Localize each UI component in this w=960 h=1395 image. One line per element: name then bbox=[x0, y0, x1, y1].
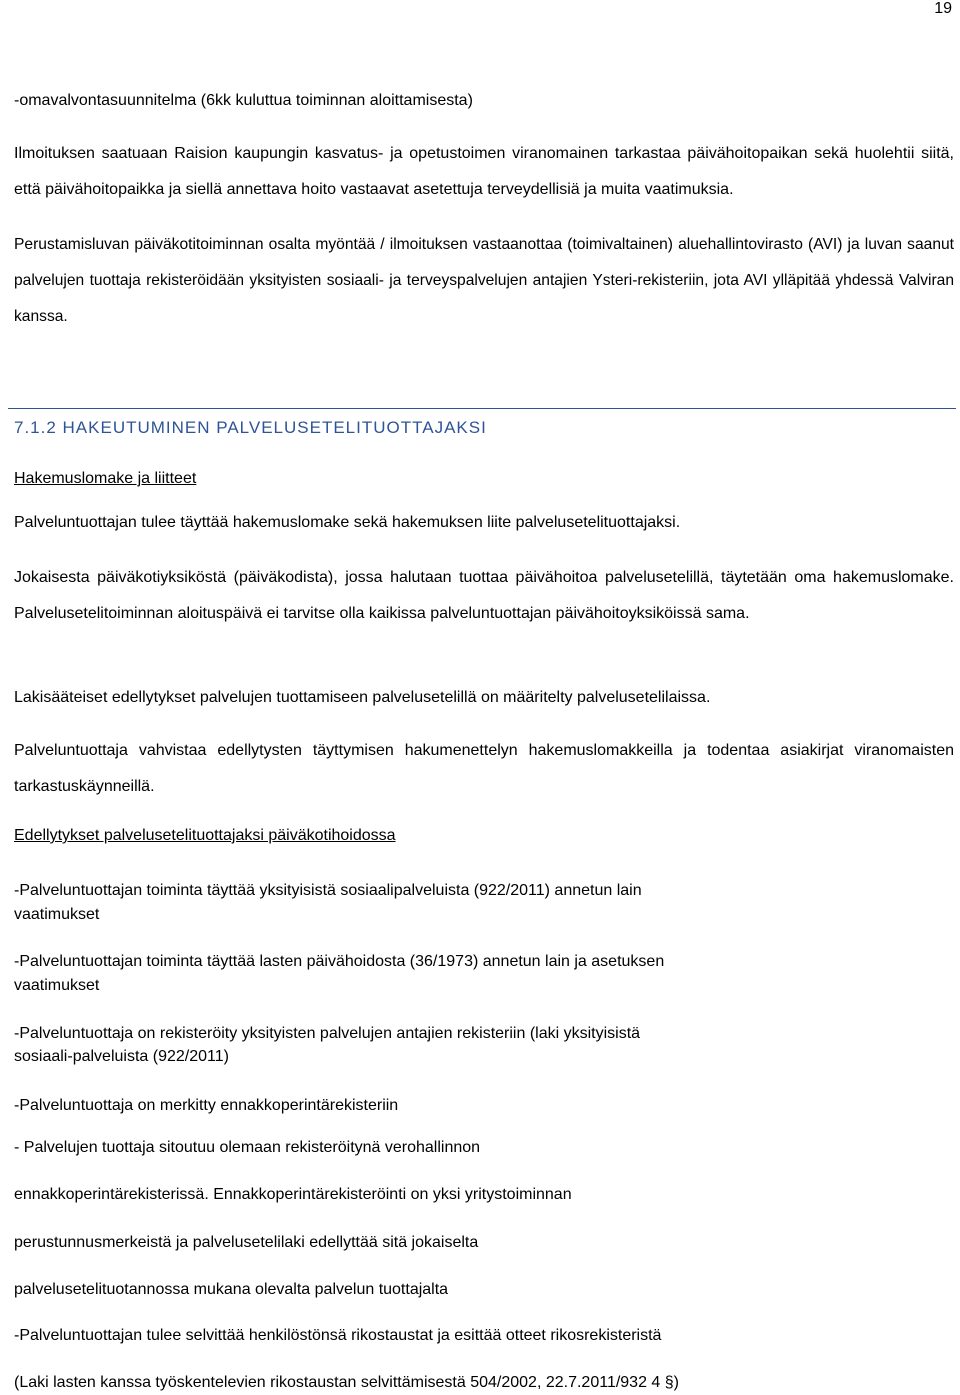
list-item: perustunnusmerkeistä ja palvelusetelilaki edellyttää sitä jokaiselta bbox=[14, 1234, 479, 1251]
heading-rule bbox=[8, 408, 956, 409]
paragraph: Palveluntuottaja vahvistaa edellytysten täyttymisen hakumenettelyn hakemuslomakkeilla ja todentaa asiakirjat viranomaisten tarkastuskäynneillä. bbox=[14, 742, 954, 795]
subheading: Hakemuslomake ja liitteet bbox=[14, 470, 197, 487]
list-item: -Palveluntuottajan tulee selvittää henkilöstönsä rikostaustat ja esittää otteet rikosrekisteristä bbox=[14, 1327, 662, 1344]
list-item: - Palvelujen tuottaja sitoutuu olemaan rekisteröitynä verohallinnon bbox=[14, 1139, 481, 1156]
list-item: -Palveluntuottaja on rekisteröity yksityisten palvelujen antajien rekisteriin (laki yksityisistä bbox=[14, 1025, 641, 1042]
list-item: vaatimukset bbox=[14, 906, 100, 923]
list-item: (Laki lasten kanssa työskentelevien rikostaustan selvittämisestä 504/2002, 22.7.2011/932 4 §) bbox=[14, 1374, 679, 1391]
paragraph: Perustamisluvan päiväkotitoiminnan osalta myöntää / ilmoituksen vastaanottaa (toimivaltainen) aluehallintovirasto (AVI) ja luvan saanut palvelujen tuottaja rekisteröidään yksityisten sosiaali- ja terveyspalvelujen antajien Ysteri-rekisteriin, jota AVI ylläpitää yhdessä Valviran kanssa. bbox=[14, 236, 954, 325]
list-item: palvelusetelituotannossa mukana olevalta palvelun tuottajalta bbox=[14, 1281, 449, 1298]
list-item: ennakkoperintärekisterissä. Ennakkoperintärekisteröinti on yksi yritystoiminnan bbox=[14, 1186, 572, 1203]
list-item: vaatimukset bbox=[14, 977, 100, 994]
section-heading: 7.1.2 HAKEUTUMINEN PALVELUSETELITUOTTAJAKSI bbox=[14, 418, 487, 437]
page-number: 19 bbox=[934, 0, 952, 17]
paragraph: Jokaisesta päiväkotiyksiköstä (päiväkodista), jossa halutaan tuottaa päivähoitoa palvelusetelillä, täytetään oma hakemuslomake. Palvelusetelitoiminnan aloituspäivä ei tarvitse olla kaikissa palveluntuottajan päivähoitoyksiköissä sama. bbox=[14, 569, 954, 622]
paragraph: Lakisääteiset edellytykset palvelujen tuottamiseen palvelusetelillä on määritelty palvelusetelilaissa. bbox=[14, 689, 711, 706]
list-item: -omavalvontasuunnitelma (6kk kuluttua toiminnan aloittamisesta) bbox=[14, 92, 473, 109]
list-item: sosiaali-palveluista (922/2011) bbox=[14, 1048, 229, 1065]
list-item: -Palveluntuottajan toiminta täyttää yksityisistä sosiaalipalveluista (922/2011) annetun lain bbox=[14, 882, 642, 899]
list-item: -Palveluntuottajan toiminta täyttää lasten päivähoidosta (36/1973) annetun lain ja asetuksen bbox=[14, 953, 665, 970]
paragraph: Ilmoituksen saatuaan Raision kaupungin kasvatus- ja opetustoimen viranomainen tarkastaa päivähoitopaikan sekä huolehtii siitä, että päivähoitopaikka ja siellä annettava hoito vastaavat asetettuja terveydellisiä ja muita vaatimuksia. bbox=[14, 145, 954, 198]
paragraph: Palveluntuottajan tulee täyttää hakemuslomake sekä hakemuksen liite palvelusetelituottajaksi. bbox=[14, 514, 681, 531]
subheading: Edellytykset palvelusetelituottajaksi päiväkotihoidossa bbox=[14, 827, 396, 844]
list-item: -Palveluntuottaja on merkitty ennakkoperintärekisteriin bbox=[14, 1097, 399, 1114]
